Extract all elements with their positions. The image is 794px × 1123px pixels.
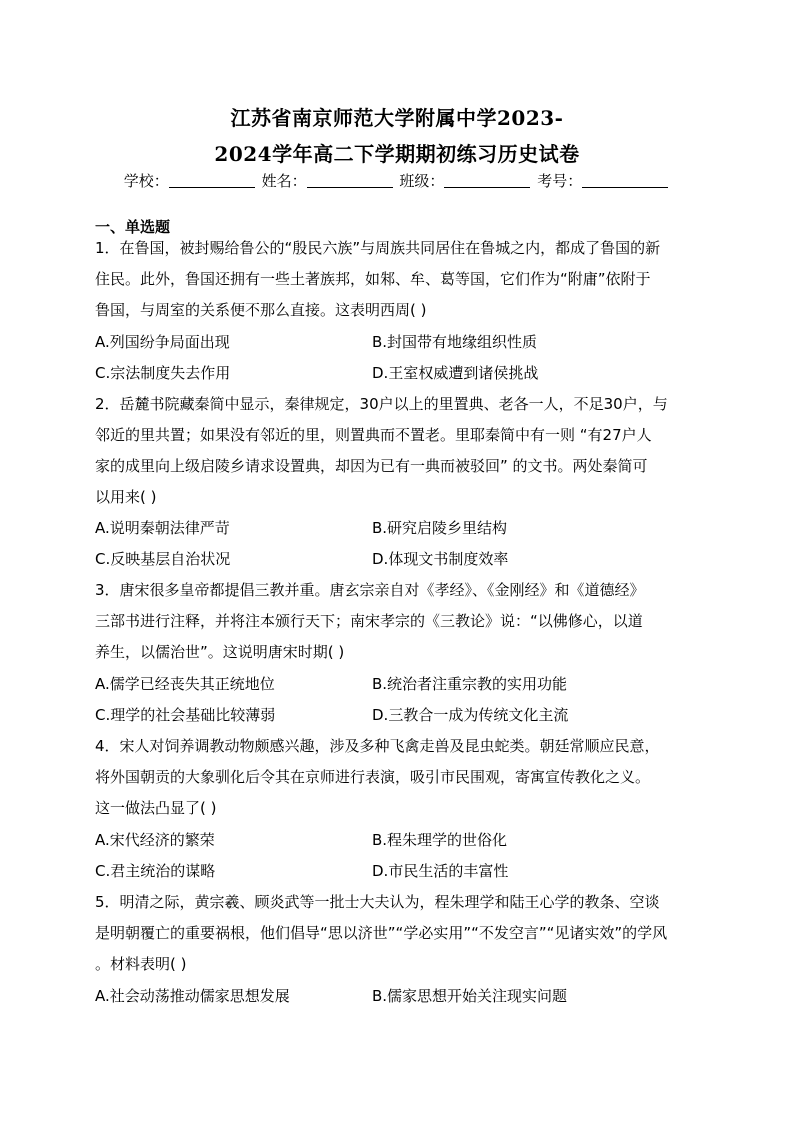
name-label: 姓名： (261, 172, 307, 190)
option-b[interactable]: B.统治者注重宗教的实用功能 (372, 675, 568, 693)
option-b[interactable]: B.儒家思想开始关注现实问题 (372, 987, 568, 1005)
option-c[interactable]: C.君主统治的谋略 (95, 862, 216, 880)
exam-title-line2: 2024学年高二下学期期初练习历史试卷 (214, 142, 580, 166)
question-line: 是明朝覆亡的重要祸根，他们倡导“思以济世”“学必实用”“不发空言”“见诸实效”的学风 (95, 924, 668, 942)
question-line: 这一做法凸显了( ) (95, 799, 217, 817)
section-title: 一、单选题 (95, 218, 171, 236)
option-a[interactable]: A.儒学已经丧失其正统地位 (95, 675, 275, 693)
question-line: 住民。此外，鲁国还拥有一些土著族邦，如邾、牟、葛等国，它们作为“附庸”依附于 (95, 270, 651, 288)
exam-title-line1: 江苏省南京师范大学附属中学2023- (230, 106, 564, 130)
question-line: 三部书进行注释，并将注本颁行天下；南宋孝宗的《三教论》说：“以佛修心，以道 (95, 612, 643, 630)
question-5-options (95, 981, 710, 1012)
question-line: 5．明清之际，黄宗羲、顾炎武等一批士大夫认为，程朱理学和陆王心学的教条、空谈 (95, 893, 660, 911)
question-1 (95, 233, 710, 326)
question-5 (95, 887, 710, 980)
question-4-options (95, 825, 710, 887)
option-a[interactable]: A.说明秦朝法律严苛 (95, 519, 230, 537)
school-blank[interactable] (169, 173, 255, 188)
question-line: 4．宋人对饲养调教动物颇感兴趣，涉及多种飞禽走兽及昆虫蛇类。朝廷常顺应民意， (95, 737, 660, 755)
option-a[interactable]: A.列国纷争局面出现 (95, 333, 230, 351)
option-b[interactable]: B.封国带有地缘组织性质 (372, 333, 538, 351)
school-label: 学校： (123, 172, 169, 190)
question-line: 邻近的里共置；如果没有邻近的里，则置典而不置老。里耶秦简中有一则 “有27户人 (95, 426, 652, 444)
question-3-options (95, 669, 710, 731)
question-line: 2．岳麓书院藏秦简中显示，秦律规定，30户以上的里置典、老各一人，不足30户，与 (95, 395, 668, 413)
option-d[interactable]: D.体现文书制度效率 (372, 550, 509, 568)
question-line: 。材料表明( ) (95, 955, 187, 973)
option-c[interactable]: C.理学的社会基础比较薄弱 (95, 706, 276, 724)
question-line: 以用来( ) (95, 488, 157, 506)
question-2 (95, 389, 710, 513)
option-d[interactable]: D.三教合一成为传统文化主流 (372, 706, 569, 724)
question-line: 1．在鲁国，被封赐给鲁公的“殷民六族”与周族共同居住在鲁城之内，都成了鲁国的新 (95, 239, 661, 257)
class-blank[interactable] (444, 173, 530, 188)
option-b[interactable]: B.程朱理学的世俗化 (372, 831, 508, 849)
question-1-options (95, 327, 710, 389)
option-c[interactable]: C.宗法制度失去作用 (95, 364, 231, 382)
question-line: 鲁国，与周室的关系便不那么直接。这表明西周( ) (95, 301, 427, 319)
question-line: 养生，以儒治世”。这说明唐宋时期( ) (95, 643, 345, 661)
option-d[interactable]: D.市民生活的丰富性 (372, 862, 509, 880)
question-line: 3．唐宋很多皇帝都提倡三教并重。唐玄宗亲自对《孝经》、《金刚经》和《道德经》 (95, 581, 645, 599)
student-info-row (0, 170, 794, 191)
option-a[interactable]: A.社会动荡推动儒家思想发展 (95, 987, 290, 1005)
option-d[interactable]: D.王室权威遭到诸侯挑战 (372, 364, 539, 382)
class-label: 班级： (399, 172, 445, 190)
question-line: 将外国朝贡的大象驯化后令其在京师进行表演，吸引市民围观，寄寓宣传教化之义。 (95, 768, 651, 786)
question-4 (95, 731, 710, 824)
exam-number-blank[interactable] (582, 173, 668, 188)
option-c[interactable]: C.反映基层自治状况 (95, 550, 231, 568)
option-a[interactable]: A.宋代经济的繁荣 (95, 831, 215, 849)
name-blank[interactable] (307, 173, 393, 188)
question-3 (95, 575, 710, 668)
option-b[interactable]: B.研究启陵乡里结构 (372, 519, 508, 537)
exam-number-label: 考号： (537, 172, 583, 190)
question-line: 家的成里向上级启陵乡请求设置典，却因为已有一典而被驳回” 的文书。两处秦简可 (95, 457, 648, 475)
question-2-options (95, 513, 710, 575)
